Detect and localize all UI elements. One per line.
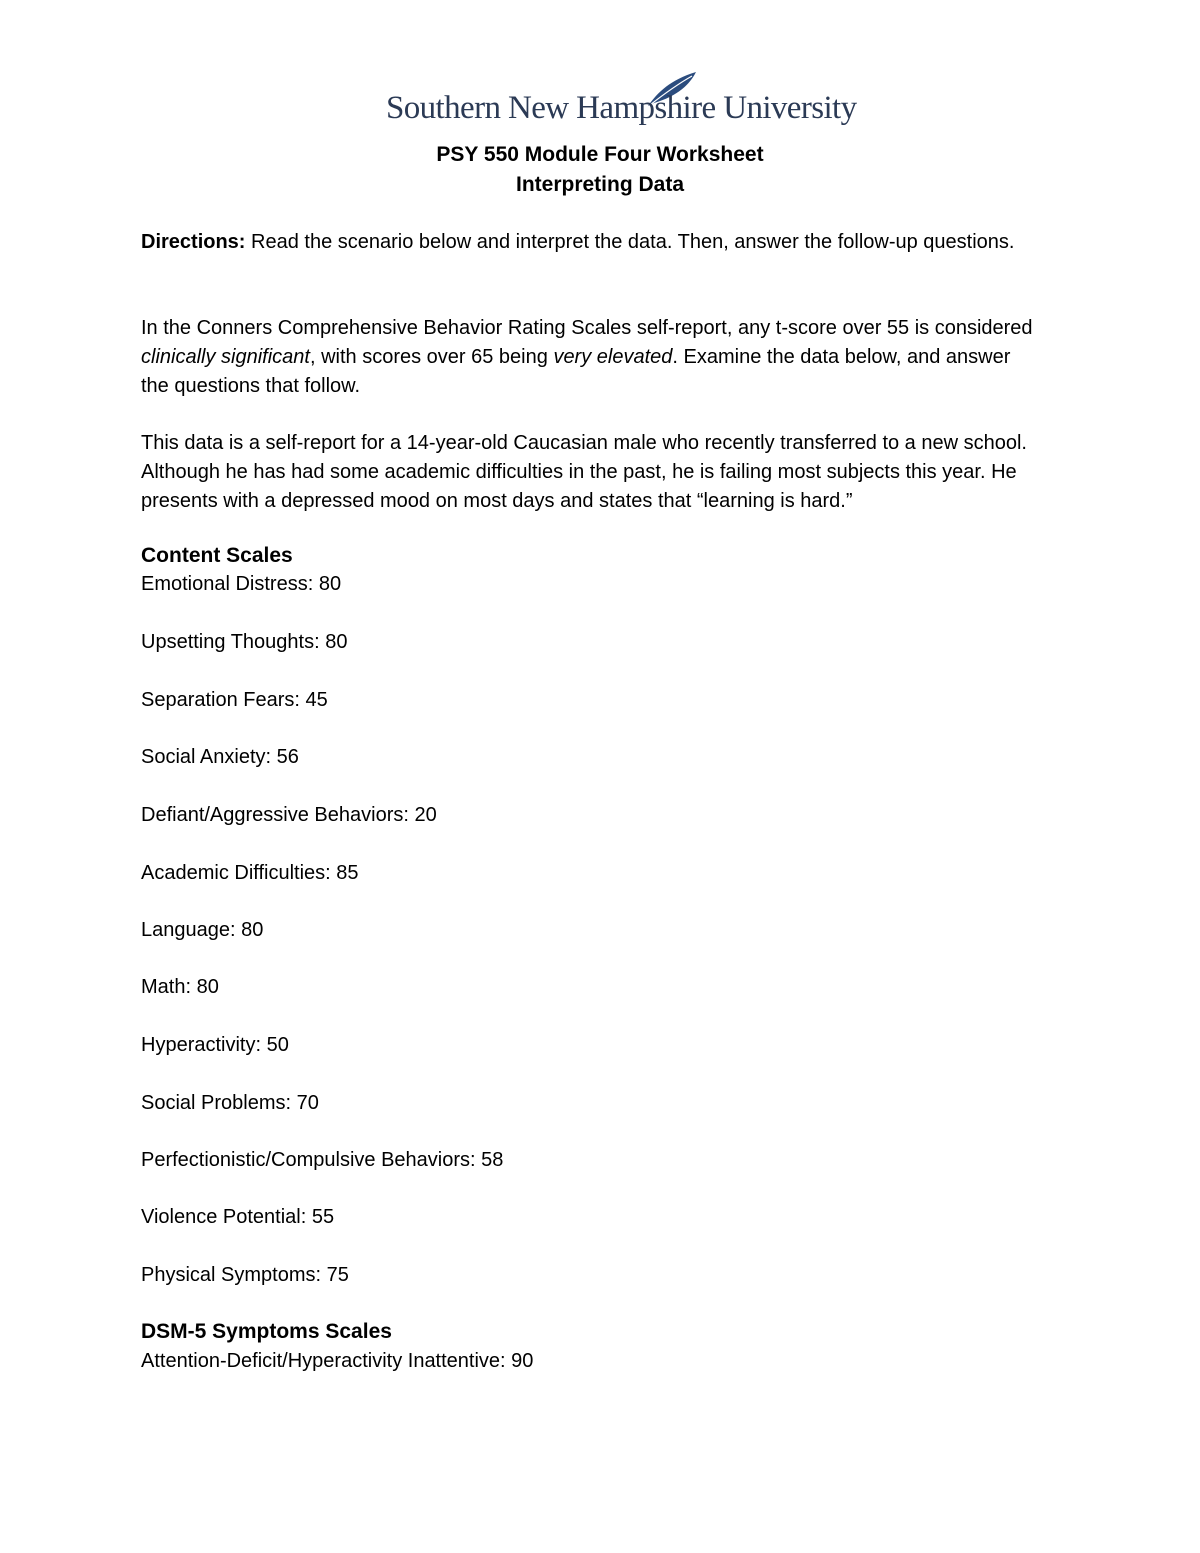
directions-text: Read the scenario below and interpret the data. Then, answer the follow-up questions.: [245, 231, 1015, 253]
directions-paragraph: [141, 228, 1041, 257]
scale-item: Upsetting Thoughts: 80: [141, 631, 348, 653]
scale-item: Perfectionistic/Compulsive Behaviors: 58: [141, 1149, 504, 1171]
scenario-paragraph: This data is a self-report for a 14-year-old Caucasian male who recently transferred to a new school. Although he has had some academic difficulties in the past, he is failing most subjects this year. He presents with a depressed mood on most days and states that “learning is hard.”: [141, 432, 1027, 512]
dsm-scale-item: Attention-Deficit/Hyperactivity Inattentive: 90: [141, 1350, 534, 1372]
content-scales-heading: Content Scales: [141, 544, 293, 567]
university-logo: [386, 70, 857, 136]
intro-text-3: . Examine the data below, and answer the questions that follow.: [141, 346, 1011, 397]
intro-text-1: In the Conners Comprehensive Behavior Rating Scales self-report, any t-score over 55 is considered: [141, 317, 1033, 339]
scale-item: Hyperactivity: 50: [141, 1034, 289, 1056]
intro-emphasis-2: very elevated: [553, 346, 673, 368]
document-subtitle: Interpreting Data: [515, 173, 685, 196]
scale-item: Social Problems: 70: [141, 1092, 319, 1114]
intro-paragraph: [141, 314, 1041, 401]
scale-item: Language: 80: [141, 919, 264, 941]
directions-label: Directions:: [141, 231, 246, 253]
scale-item: Social Anxiety: 56: [141, 746, 299, 768]
scale-item: Separation Fears: 45: [141, 689, 328, 711]
scale-item: Academic Difficulties: 85: [141, 862, 359, 884]
dsm-scales-heading: DSM-5 Symptoms Scales: [141, 1320, 392, 1343]
scale-item: Physical Symptoms: 75: [141, 1264, 349, 1286]
scale-item: Defiant/Aggressive Behaviors: 20: [141, 804, 437, 826]
document-title: PSY 550 Module Four Worksheet: [436, 143, 764, 166]
logo-text: Southern New Hampshire University: [386, 90, 857, 126]
intro-text-2: , with scores over 65 being: [309, 346, 554, 368]
scale-item: Math: 80: [141, 976, 219, 998]
intro-emphasis-1: clinically significant: [141, 346, 310, 368]
scale-item: Emotional Distress: 80: [141, 573, 342, 595]
scale-item: Violence Potential: 55: [141, 1206, 335, 1228]
